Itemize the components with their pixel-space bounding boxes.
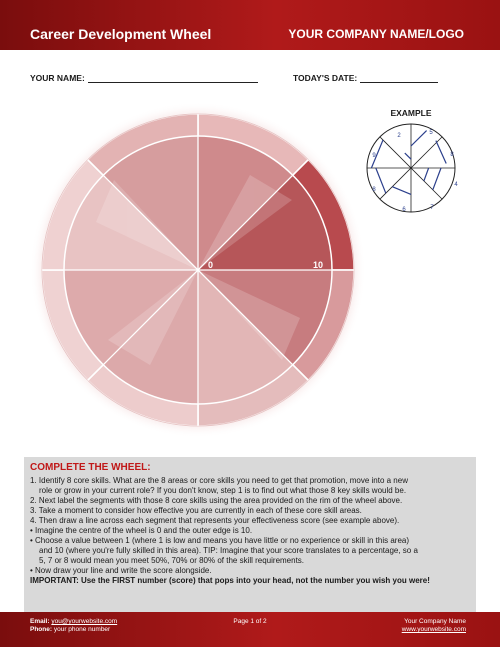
- wheel-dividers: [42, 114, 354, 426]
- phone-label: Phone:: [30, 626, 53, 633]
- name-label: YOUR NAME:: [30, 73, 85, 83]
- instruction-line: role or grow in your current role? If you don't know, step 1 is to find out what those 8 key skills would be.: [39, 486, 407, 495]
- example-score-6: 8: [372, 187, 376, 193]
- example-score-8: 2: [397, 133, 401, 139]
- instruction-line: • Choose a value between 1 (where 1 is low and means you have little or no experience or skill in this area): [30, 536, 410, 545]
- example-wheel: [367, 124, 458, 213]
- instruction-important: IMPORTANT: Use the FIRST number (score) that pops into your head, not the number you wish you were!: [30, 576, 430, 585]
- footer-company: [402, 618, 466, 634]
- instruction-line: 3. Take a moment to consider how effective you are currently in each of these core skill areas.: [30, 506, 362, 515]
- instruction-line: 4. Then draw a line across each segment that represents your effectiveness score (see example above).: [30, 516, 400, 525]
- example-score-3: 4: [454, 182, 458, 188]
- example-score-2: 8: [450, 152, 454, 158]
- example-score-5: 6: [402, 207, 406, 213]
- scale-center-label: 0: [208, 260, 214, 270]
- instructions-title: COMPLETE THE WHEEL:: [30, 462, 151, 473]
- page-title: Career Development Wheel: [30, 26, 212, 42]
- example-score-7: 9: [372, 153, 376, 159]
- instruction-line: and 10 (where you're fully skilled in this area). TIP: Imagine that your score translates to a percentage, so a: [39, 546, 418, 555]
- email-link[interactable]: you@yourwebsite.com: [51, 618, 118, 625]
- example-score-4: 7: [430, 205, 434, 211]
- instruction-line: 1. Identify 8 core skills. What are the 8 areas or core skills you need to get that promotion, move into a new: [30, 476, 408, 485]
- date-label: TODAY'S DATE:: [293, 73, 358, 83]
- page-number: Page 1 of 2: [233, 618, 267, 625]
- instruction-line: • Imagine the centre of the wheel is 0 and the outer edge is 10.: [30, 526, 253, 535]
- instruction-line: 2. Next label the segments with those 8 core skills using the area provided on the rim of the wheel above.: [30, 496, 403, 505]
- instructions-box: [24, 457, 476, 612]
- phone-value: your phone number: [53, 626, 111, 633]
- scale-edge-label: 10: [313, 260, 324, 270]
- instructions-text: [30, 476, 474, 586]
- example-label: EXAMPLE: [390, 108, 432, 118]
- email-label: Email:: [30, 618, 50, 625]
- company-logo-placeholder: YOUR COMPANY NAME/LOGO: [288, 27, 464, 41]
- example-score-1: 5: [429, 130, 433, 136]
- instruction-line: 5, 7 or 8 would mean you meet 50%, 70% or 80% of the skill requirements.: [39, 556, 305, 565]
- footer-banner: [0, 612, 500, 647]
- footer-company-name: Your Company Name: [404, 618, 466, 625]
- website-link[interactable]: www.yourwebsite.com: [401, 626, 466, 633]
- instruction-line: • Now draw your line and write the score alongside.: [30, 566, 212, 575]
